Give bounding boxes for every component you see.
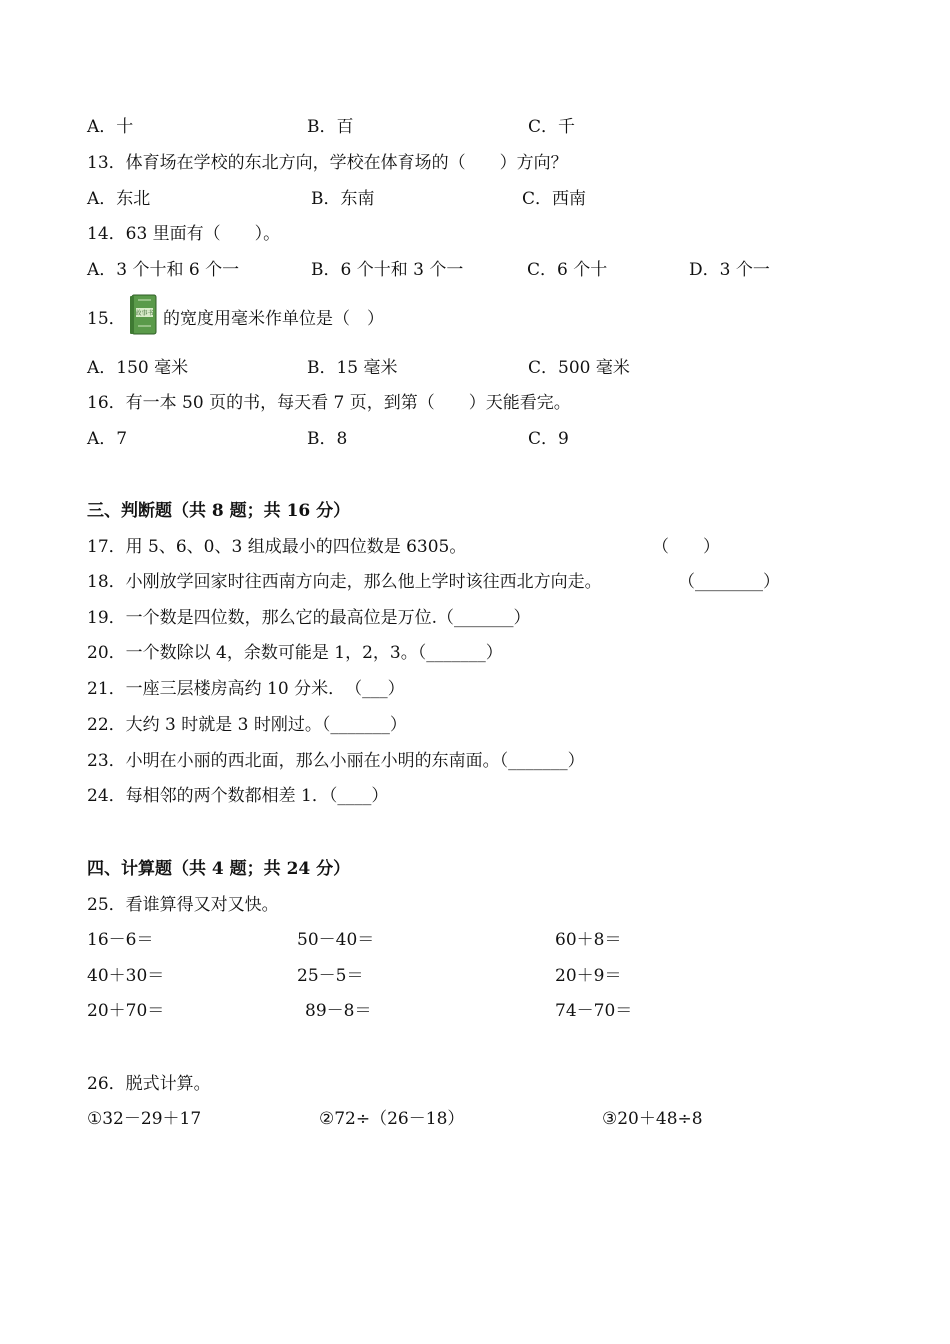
- q13-option-a: A．东北: [87, 189, 151, 209]
- q18-stem: 18．小刚放学回家时往西南方向走，那么他上学时该往西北方向走。: [87, 572, 602, 592]
- q14-option-a: A．3 个十和 6 个一: [87, 260, 240, 280]
- q15-option-b: B．15 毫米: [307, 358, 398, 378]
- q15-option-a: A．150 毫米: [87, 358, 189, 378]
- q26-stem: 26．脱式计算。: [87, 1074, 211, 1094]
- q16-option-c: C．9: [528, 429, 569, 449]
- q23-stem: 23．小明在小丽的西北面，那么小丽在小明的东南面。（_______）: [87, 751, 585, 771]
- q19-stem: 19．一个数是四位数，那么它的最高位是万位.（_______）: [87, 608, 531, 628]
- q26-expression: ③20＋48÷8: [602, 1109, 703, 1129]
- q14-stem: 14．63 里面有（ ）。: [87, 224, 281, 244]
- book-icon: [129, 294, 157, 336]
- q15-number: 15．: [87, 309, 126, 329]
- q21-stem: 21．一座三层楼房高约 10 分米． （___）: [87, 679, 405, 699]
- q24-stem: 24．每相邻的两个数都相差 1．（____）: [87, 786, 389, 806]
- q16-option-a: A．7: [87, 429, 128, 449]
- q22-stem: 22．大约 3 时就是 3 时刚过。（_______）: [87, 715, 407, 735]
- q25-expression: 40＋30＝: [87, 966, 165, 986]
- q14-option-c: C．6 个十: [527, 260, 608, 280]
- q12-option-b: B．百: [307, 117, 354, 137]
- q25-stem: 25．看谁算得又对又快。: [87, 895, 279, 915]
- q15-option-c: C．500 毫米: [528, 358, 630, 378]
- q17-answer-blank[interactable]: （ ）: [652, 537, 720, 557]
- q16-stem: 16．有一本 50 页的书，每天看 7 页，到第（ ）天能看完。: [87, 393, 571, 413]
- q25-expression: 16－6＝: [87, 930, 154, 950]
- q16-option-b: B．8: [307, 429, 348, 449]
- q15-stem: 的宽度用毫米作单位是（ ）: [163, 309, 384, 329]
- q25-expression: 74－70＝: [555, 1001, 633, 1021]
- q14-option-b: B．6 个十和 3 个一: [311, 260, 464, 280]
- q17-stem: 17．用 5、6、0、3 组成最小的四位数是 6305。: [87, 537, 467, 557]
- q12-option-a: A．十: [87, 117, 134, 137]
- section3-heading: 三、判断题（共 8 题；共 16 分）: [87, 501, 351, 521]
- q25-expression: 50－40＝: [297, 930, 375, 950]
- q20-stem: 20．一个数除以 4，余数可能是 1，2，3。（_______）: [87, 643, 503, 663]
- q13-option-c: C．西南: [522, 189, 587, 209]
- q25-expression: 20＋70＝: [87, 1001, 165, 1021]
- q12-option-c: C．千: [528, 117, 576, 137]
- book-title: 故事书: [135, 310, 154, 317]
- q13-stem: 13．体育场在学校的东北方向，学校在体育场的（ ）方向？: [87, 153, 568, 173]
- q25-expression: 60＋8＝: [555, 930, 622, 950]
- q26-expression: ①32－29＋17: [87, 1109, 202, 1129]
- q26-expression: ②72÷（26－18）: [319, 1109, 465, 1129]
- q25-expression: 25－5＝: [297, 966, 364, 986]
- q25-expression: 20＋9＝: [555, 966, 622, 986]
- q13-option-b: B．东南: [311, 189, 375, 209]
- q14-option-d: D．3 个一: [689, 260, 770, 280]
- section4-heading: 四、计算题（共 4 题；共 24 分）: [87, 859, 351, 879]
- q25-expression: 89－8＝: [305, 1001, 372, 1021]
- q18-answer-blank[interactable]: （________）: [678, 572, 780, 592]
